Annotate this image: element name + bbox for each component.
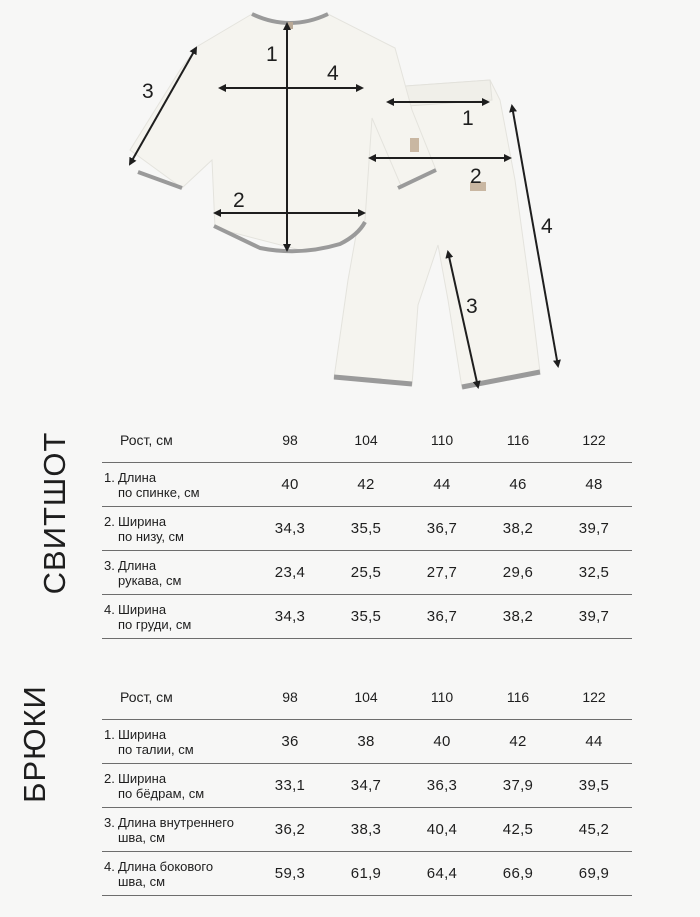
value-cell: 36,3: [404, 764, 480, 808]
value-cell: 35,5: [328, 507, 404, 551]
pants-label-4: 4: [541, 215, 553, 238]
value-cell: 69,9: [556, 852, 632, 896]
size-header: 110: [404, 417, 480, 463]
pants-label-3: 3: [466, 295, 478, 318]
size-header: 122: [556, 674, 632, 720]
value-cell: 23,4: [252, 551, 328, 595]
table-row: [102, 551, 632, 595]
value-cell: 37,9: [480, 764, 556, 808]
table-row: [102, 507, 632, 551]
label-line: по груди, см: [118, 616, 192, 632]
label-line: Длина: [118, 469, 157, 485]
value-cell: 36: [252, 720, 328, 764]
value-cell: 40,4: [404, 808, 480, 852]
value-cell: 39,7: [556, 507, 632, 551]
measurement-label: [102, 595, 252, 639]
table-row: [102, 808, 632, 852]
pants-size-table: [102, 674, 632, 896]
size-header: 98: [252, 417, 328, 463]
value-cell: 35,5: [328, 595, 404, 639]
row-number: 3.: [104, 814, 115, 830]
label-line: Длина внутреннего: [118, 814, 234, 830]
value-cell: 27,7: [404, 551, 480, 595]
value-cell: 34,3: [252, 595, 328, 639]
value-cell: 64,4: [404, 852, 480, 896]
value-cell: 61,9: [328, 852, 404, 896]
table-row: [102, 463, 632, 507]
sweatshirt-label-3: 3: [142, 80, 154, 103]
label-line: по низу, см: [118, 528, 184, 544]
label-line: рукава, см: [118, 572, 182, 588]
row-number: 4.: [104, 858, 115, 874]
table-row: [102, 720, 632, 764]
sweatshirt-label-2: 2: [233, 189, 245, 212]
table-row: [102, 852, 632, 896]
measurement-label: [102, 764, 252, 808]
table-row: [102, 764, 632, 808]
pants-section-title: БРЮКИ: [17, 685, 52, 803]
value-cell: 29,6: [480, 551, 556, 595]
value-cell: 36,7: [404, 595, 480, 639]
value-cell: 42,5: [480, 808, 556, 852]
value-cell: 36,7: [404, 507, 480, 551]
garment-illustration: [0, 0, 700, 410]
label-line: шва, см: [118, 873, 166, 889]
pants-label-1: 1: [462, 107, 474, 130]
size-header: 110: [404, 674, 480, 720]
value-cell: 38,2: [480, 595, 556, 639]
label-line: Ширина: [118, 601, 167, 617]
sweatshirt-label-4: 4: [327, 62, 339, 85]
sweatshirt-collar-tag: [288, 22, 293, 29]
value-cell: 48: [556, 463, 632, 507]
row-number: 4.: [104, 601, 115, 617]
row-number: 1.: [104, 726, 115, 742]
label-line: Ширина: [118, 726, 167, 742]
measurement-label: [102, 852, 252, 896]
value-cell: 36,2: [252, 808, 328, 852]
value-cell: 66,9: [480, 852, 556, 896]
sweatshirt-label-1: 1: [266, 43, 278, 66]
value-cell: 38,3: [328, 808, 404, 852]
height-header: Рост, см: [102, 674, 252, 720]
row-number: 1.: [104, 469, 115, 485]
measurement-label: [102, 808, 252, 852]
value-cell: 42: [328, 463, 404, 507]
label-line: Ширина: [118, 770, 167, 786]
row-number: 2.: [104, 513, 115, 529]
label-line: Ширина: [118, 513, 167, 529]
value-cell: 59,3: [252, 852, 328, 896]
height-header: Рост, см: [102, 417, 252, 463]
value-cell: 46: [480, 463, 556, 507]
value-cell: 40: [404, 720, 480, 764]
table-header-row: [102, 674, 632, 720]
value-cell: 34,3: [252, 507, 328, 551]
value-cell: 39,5: [556, 764, 632, 808]
size-header: 98: [252, 674, 328, 720]
label-line: Длина бокового: [118, 858, 214, 874]
pants-label-2: 2: [470, 165, 482, 188]
size-header: 104: [328, 674, 404, 720]
value-cell: 44: [556, 720, 632, 764]
measurement-label: [102, 720, 252, 764]
measurement-label: [102, 463, 252, 507]
value-cell: 40: [252, 463, 328, 507]
table-header-row: [102, 417, 632, 463]
value-cell: 38: [328, 720, 404, 764]
label-line: по спинке, см: [118, 484, 200, 500]
value-cell: 32,5: [556, 551, 632, 595]
value-cell: 44: [404, 463, 480, 507]
sweatshirt-size-table: [102, 417, 632, 639]
label-line: шва, см: [118, 829, 166, 845]
label-line: по бёдрам, см: [118, 785, 205, 801]
sweatshirt-section-title: СВИТШОТ: [37, 431, 72, 595]
value-cell: 38,2: [480, 507, 556, 551]
size-header: 104: [328, 417, 404, 463]
value-cell: 25,5: [328, 551, 404, 595]
value-cell: 45,2: [556, 808, 632, 852]
value-cell: 42: [480, 720, 556, 764]
row-number: 2.: [104, 770, 115, 786]
value-cell: 39,7: [556, 595, 632, 639]
value-cell: 34,7: [328, 764, 404, 808]
size-header: 116: [480, 417, 556, 463]
measurement-label: [102, 507, 252, 551]
label-line: Длина: [118, 557, 157, 573]
label-line: по талии, см: [118, 741, 194, 757]
size-header: 116: [480, 674, 556, 720]
sweatshirt-sleeve-tag: [410, 138, 419, 152]
row-number: 3.: [104, 557, 115, 573]
value-cell: 33,1: [252, 764, 328, 808]
measurement-label: [102, 551, 252, 595]
table-row: [102, 595, 632, 639]
size-header: 122: [556, 417, 632, 463]
